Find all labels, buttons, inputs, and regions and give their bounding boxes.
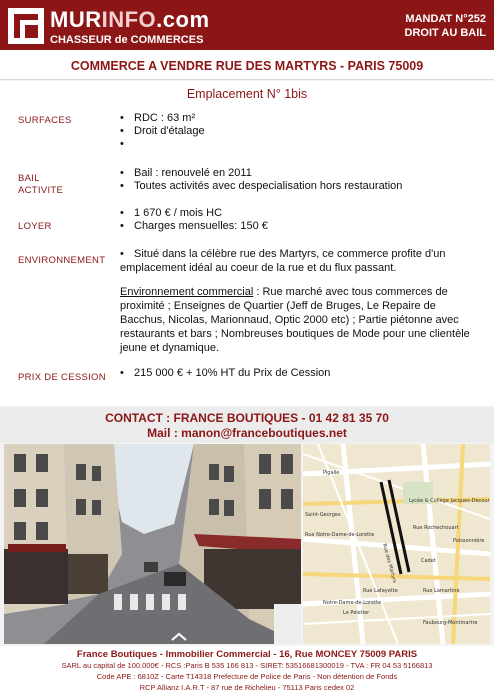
surfaces-list <box>120 112 205 151</box>
header-banner <box>0 0 494 50</box>
surfaces-item: • RDC : 63 m² <box>120 112 205 125</box>
prix-label: PRIX DE CESSION <box>18 372 106 383</box>
brand-name <box>50 7 210 33</box>
loyer-label: LOYER <box>18 221 52 232</box>
page-title: COMMERCE A VENDRE RUE DES MARTYRS - PARIS 75009 <box>70 59 424 73</box>
brand-tagline: CHASSEUR de COMMERCES <box>50 34 204 46</box>
environnement-commercial-paragraph <box>120 285 480 355</box>
map-label: Notre-Dame-de-Lorette <box>323 600 382 606</box>
prix-item: • 215 000 € + 10% HT du Prix de Cession <box>120 367 330 380</box>
bail-list <box>120 167 402 193</box>
loyer-item: • Charges mensuelles: 150 € <box>120 220 268 233</box>
footer-legal-2: Code APE : 6810Z - Carte T14318 Prefecture de Police de Paris - Non détention de Fonds <box>96 672 398 681</box>
bail-label-line1: BAIL <box>18 173 40 184</box>
bail-label <box>18 173 63 197</box>
map-street-label: Rue des Martyrs <box>381 542 398 584</box>
title-band <box>0 50 494 80</box>
brand-part-2: INFO <box>101 7 157 32</box>
brand-part-1: MUR <box>50 7 102 32</box>
surfaces-item <box>120 138 205 151</box>
map-label: Rue Lamartine <box>423 588 460 594</box>
mandat-info <box>405 12 486 40</box>
map-label: Faubourg-Montmartre <box>423 620 478 626</box>
emplacement-heading: Emplacement N° 1bis <box>186 87 308 101</box>
listing-details <box>0 81 494 406</box>
prix-list <box>120 367 330 380</box>
footer-legal-1: SARL au capital de 100.000€ - RCS :Paris B 535 166 813 - SIRET: 53516681300019 - TVA : FR 04 53 5166813 <box>61 661 433 670</box>
contact-band <box>0 407 494 443</box>
loyer-item: • 1 670 € / mois HC <box>120 207 268 220</box>
street-photo <box>4 444 301 644</box>
map-label: Rue Notre-Dame-de-Lorette <box>305 532 375 538</box>
surfaces-item: • Droit d'étalage <box>120 125 205 138</box>
bail-item: • Bail : renouvelé en 2011 <box>120 167 402 180</box>
map-label: Le Peletier <box>343 610 370 616</box>
environnement-label: ENVIRONNEMENT <box>18 255 106 266</box>
surfaces-label: SURFACES <box>18 115 72 126</box>
mandat-type: DROIT AU BAIL <box>404 27 486 39</box>
footer <box>0 646 494 700</box>
map-label: Saint-Georges <box>305 512 341 518</box>
bail-item: • Toutes activités avec despecialisation hors restauration <box>120 180 402 193</box>
environnement-paragraph: • Situé dans la célèbre rue des Martyrs, ce commerce profite d'un emplacement idéal au coeur de la rue et du flux passant. <box>120 248 446 274</box>
mandat-number: MANDAT N°252 <box>405 13 486 25</box>
loyer-list <box>120 207 268 233</box>
environnement-commercial-text: : Rue marché avec tous commerces de proximité ; Enseignes de Quartier (Jeff de Bruges, Le Repaire de Bacchus, Nicolas, Marionnaud, Optic 2000 etc) ; Partie piétonne avec restaurants et bars ; Nombreuses boutiques de Mode pour une clientèle jeune et dynamique. <box>120 286 470 354</box>
contact-email[interactable]: Mail : manon@franceboutiques.net <box>147 426 347 440</box>
murinfo-logo <box>8 8 44 44</box>
map-label: Rue Rochechouart <box>413 525 459 531</box>
environnement-text: Situé dans la célèbre rue des Martyrs, ce commerce profite d'un emplacement idéal au coeur de la rue et du flux passant. <box>120 248 446 274</box>
map-label: Poissonnière <box>453 538 485 544</box>
map-label: Cadet <box>421 558 436 564</box>
environnement-commercial-heading: Environnement commercial <box>120 286 254 298</box>
brand-part-3: .com <box>156 7 210 32</box>
map-label: Rue Lafayette <box>363 588 398 594</box>
footer-legal-3: RCP Allianz I.A.R.T - 87 rue de Richelieu - 75113 Paris cedex 02 <box>139 683 355 692</box>
map-label: Lycée & Collège Jacques-Decour <box>409 498 490 504</box>
location-map[interactable] <box>303 444 490 644</box>
footer-company: France Boutiques - Immobilier Commercial - 16, Rue MONCEY 75009 PARIS <box>76 649 418 660</box>
contact-phone: CONTACT : FRANCE BOUTIQUES - 01 42 81 35 70 <box>105 411 389 425</box>
map-label: Pigalle <box>323 470 340 476</box>
bail-label-line2: ACTIVITE <box>18 185 64 196</box>
